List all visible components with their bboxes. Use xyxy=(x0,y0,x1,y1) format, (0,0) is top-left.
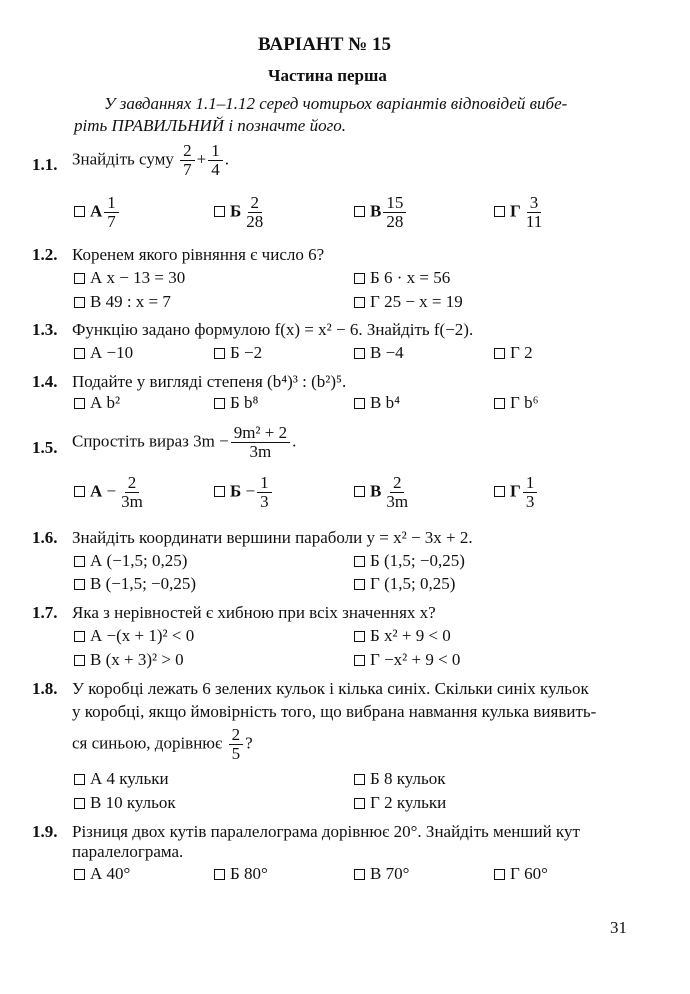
answer-option[interactable]: В b⁴ xyxy=(354,393,400,413)
answer-option[interactable]: Б 8 кульок xyxy=(354,769,446,789)
checkbox[interactable] xyxy=(494,869,505,880)
answer-option[interactable]: А $\frac{1}{7}$ xyxy=(74,194,121,231)
instruction-line-2: ріть ПРАВИЛЬНИЙ і позначте його. xyxy=(74,116,346,135)
checkbox[interactable] xyxy=(74,348,85,359)
checkbox[interactable] xyxy=(74,655,85,666)
answer-option[interactable]: А −(x + 1)² < 0 xyxy=(74,626,194,646)
checkbox[interactable] xyxy=(354,297,365,308)
answer-option[interactable]: Б 6 · x = 56 xyxy=(354,268,450,288)
question-text: Подайте у вигляді степеня (b⁴)³ : (b²)⁵. xyxy=(72,372,347,391)
checkbox[interactable] xyxy=(354,348,365,359)
checkbox[interactable] xyxy=(354,631,365,642)
checkbox[interactable] xyxy=(74,631,85,642)
answer-option[interactable]: Г $\frac{1}{3}$ xyxy=(494,474,539,511)
checkbox[interactable] xyxy=(354,579,365,590)
answer-option[interactable]: Г 60° xyxy=(494,864,548,884)
answer-option[interactable]: А − $\frac{2}{3m}$ xyxy=(74,474,148,511)
question-text-line: Різниця двох кутів паралелограма дорівнює 20°. Знайдіть менший кут xyxy=(72,822,580,841)
answer-option[interactable]: В 10 кульок xyxy=(74,793,176,813)
answer-option[interactable]: Б −2 xyxy=(214,343,262,363)
answer-option[interactable]: В −4 xyxy=(354,343,404,363)
checkbox[interactable] xyxy=(494,398,505,409)
part-title: Частина перша xyxy=(268,66,387,85)
checkbox[interactable] xyxy=(494,206,505,217)
question-number: 1.1. xyxy=(32,155,58,174)
answer-option[interactable]: Б (1,5; −0,25) xyxy=(354,551,465,571)
checkbox[interactable] xyxy=(74,398,85,409)
answer-option[interactable]: В (x + 3)² > 0 xyxy=(74,650,184,670)
answer-option[interactable]: В $\frac{2}{3m}$ xyxy=(354,474,413,511)
question-text-line: У коробці лежать 6 зелених кульок і кілька синіх. Скільки синіх кульок xyxy=(72,679,589,698)
question-text: Спростіть вираз 3m − $\frac{\text{9m² + 2}}{3m}$ . xyxy=(72,423,297,461)
answer-option[interactable]: В $\frac{15}{28}$ xyxy=(354,194,408,231)
checkbox[interactable] xyxy=(74,486,85,497)
checkbox[interactable] xyxy=(214,869,225,880)
checkbox[interactable] xyxy=(354,774,365,785)
checkbox[interactable] xyxy=(74,556,85,567)
checkbox[interactable] xyxy=(74,579,85,590)
question-number: 1.4. xyxy=(32,372,58,391)
answer-option[interactable]: Г b⁶ xyxy=(494,393,539,413)
answer-option[interactable]: А 4 кульки xyxy=(74,769,169,789)
page-title: ВАРІАНТ № 15 xyxy=(258,34,391,55)
answer-option[interactable]: А b² xyxy=(74,393,120,413)
checkbox[interactable] xyxy=(354,206,365,217)
answer-option[interactable]: Г (1,5; 0,25) xyxy=(354,574,455,594)
checkbox[interactable] xyxy=(74,774,85,785)
answer-option[interactable]: В (−1,5; −0,25) xyxy=(74,574,196,594)
answer-option[interactable]: Г −x² + 9 < 0 xyxy=(354,650,460,670)
checkbox[interactable] xyxy=(74,869,85,880)
checkbox[interactable] xyxy=(354,486,365,497)
checkbox[interactable] xyxy=(214,348,225,359)
question-number: 1.9. xyxy=(32,822,58,841)
checkbox[interactable] xyxy=(354,655,365,666)
answer-option[interactable]: А (−1,5; 0,25) xyxy=(74,551,187,571)
question-text-line: ся синьою, дорівнює $\frac{2}{5}$ ? xyxy=(72,725,253,763)
checkbox[interactable] xyxy=(74,297,85,308)
page-number: 31 xyxy=(610,918,627,937)
answer-option[interactable]: Г $\frac{3}{11}$ xyxy=(494,194,547,231)
answer-option[interactable]: Г 2 кульки xyxy=(354,793,446,813)
answer-option[interactable]: А −10 xyxy=(74,343,133,363)
checkbox[interactable] xyxy=(214,206,225,217)
question-number: 1.2. xyxy=(32,245,58,264)
question-text-line: у коробці, якщо ймовірність того, що вибрана навмання кулька виявить- xyxy=(72,702,597,721)
question-text: Знайдіть суму $\frac{2}{7}$ + $\frac{1}{4}$ . xyxy=(72,141,230,179)
question-number: 1.6. xyxy=(32,528,58,547)
answer-option[interactable]: А x − 13 = 30 xyxy=(74,268,185,288)
question-number: 1.7. xyxy=(32,603,58,622)
checkbox[interactable] xyxy=(214,398,225,409)
checkbox[interactable] xyxy=(74,206,85,217)
answer-option[interactable]: А 40° xyxy=(74,864,130,884)
checkbox[interactable] xyxy=(494,348,505,359)
instruction-line-1: У завданнях 1.1–1.12 серед чотирьох варіантів відповідей вибе- xyxy=(104,94,568,113)
checkbox[interactable] xyxy=(74,273,85,284)
question-text-line: паралелограма. xyxy=(72,842,184,861)
answer-option[interactable]: Г 2 xyxy=(494,343,533,363)
question-number: 1.8. xyxy=(32,679,58,698)
answer-option[interactable]: Б 80° xyxy=(214,864,268,884)
question-text: Яка з нерівностей є хибною при всіх значеннях x? xyxy=(72,603,436,622)
answer-option[interactable]: В 49 : x = 7 xyxy=(74,292,171,312)
checkbox[interactable] xyxy=(354,869,365,880)
checkbox[interactable] xyxy=(354,273,365,284)
checkbox[interactable] xyxy=(214,486,225,497)
checkbox[interactable] xyxy=(74,798,85,809)
answer-option[interactable]: Б x² + 9 < 0 xyxy=(354,626,451,646)
question-number: 1.3. xyxy=(32,320,58,339)
question-text: Знайдіть координати вершини параболи y = x² − 3x + 2. xyxy=(72,528,473,547)
answer-option[interactable]: Г 25 − x = 19 xyxy=(354,292,463,312)
checkbox[interactable] xyxy=(494,486,505,497)
question-text: Коренем якого рівняння є число 6? xyxy=(72,245,325,264)
checkbox[interactable] xyxy=(354,556,365,567)
answer-option[interactable]: Б − $\frac{1}{3}$ xyxy=(214,474,274,511)
checkbox[interactable] xyxy=(354,398,365,409)
question-text: Функцію задано формулою f(x) = x² − 6. Знайдіть f(−2). xyxy=(72,320,474,339)
answer-option[interactable]: В 70° xyxy=(354,864,409,884)
question-number: 1.5. xyxy=(32,438,58,457)
answer-option[interactable]: Б $\frac{2}{28}$ xyxy=(214,194,268,231)
answer-option[interactable]: Б b⁸ xyxy=(214,393,258,413)
checkbox[interactable] xyxy=(354,798,365,809)
